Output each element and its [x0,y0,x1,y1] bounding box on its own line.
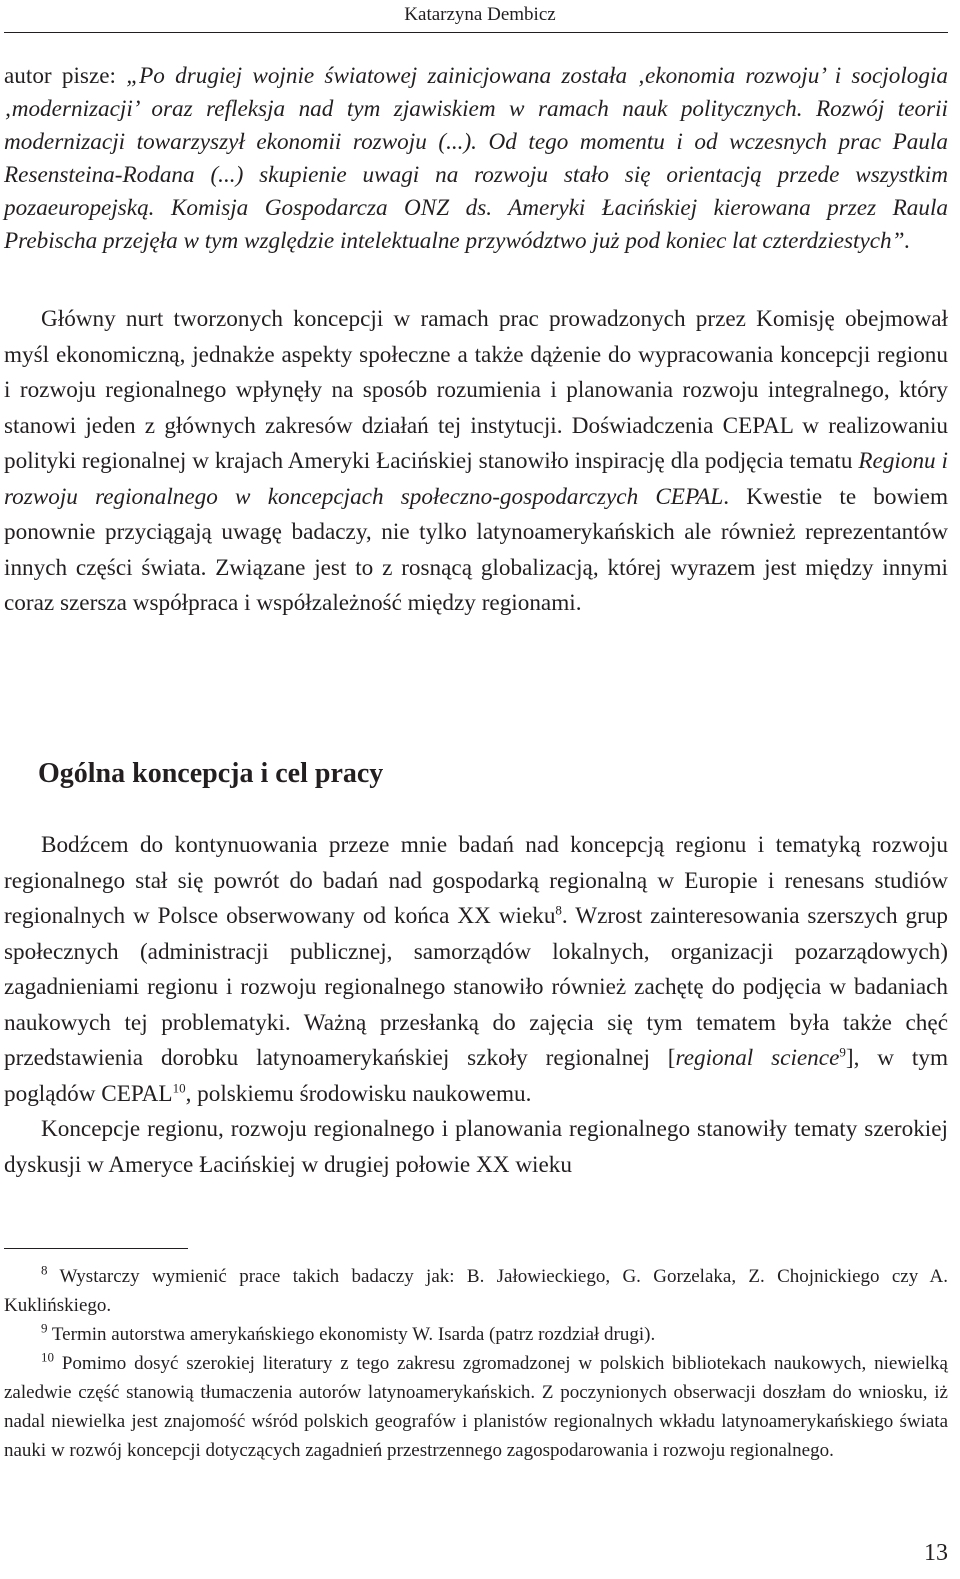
footnote-separator [4,1248,188,1249]
footnote-number: 9 [41,1320,48,1336]
footnote-text: Pomimo dosyć szerokiej literatury z tego zakresu zgromadzonej w polskich bibliotekach naukowych, niewielką zaledwie część stanowią tłumaczenia autorów latynoamerykańskich. Z poczynionych obserwacji doszłam do wniosku, iż nadal niewielka jest znajomość wśród polskich geografów i planistów regionalnych wkładu latynoamerykańskiego świata nauki w rozwój koncepcji dotyczących zagadnień przestrzennego zagospodarowania i rozwoju regionalnego. [4,1353,948,1461]
footnote-9 [4,1320,948,1349]
footnote-text: Termin autorstwa amerykańskiego ekonomisty W. Isarda (patrz rozdział drugi). [47,1324,656,1345]
foreign-term: regional science [675,1045,840,1071]
footnote-number: 10 [41,1349,54,1365]
section-heading: Ogólna koncepcja i cel pracy [38,758,384,789]
footnote-number: 8 [41,1262,48,1278]
paragraph-text: ], w tym poglądów CEPAL [4,1045,948,1107]
paragraph-text: Bodźcem do kontynuowania przeze mnie badań nad koncepcją regionu i tematyką rozwoju regionalnego stał się powrót do badań nad gospodarką regionalną w Europie i renesans studiów regionalnych w Polsce obserwowany od końca XX wieku [4,832,948,929]
footnotes [4,1262,948,1465]
paragraph-text: Główny nurt tworzonych koncepcji w ramach prac prowadzonych przez Komisję obejmował myśl ekonomiczną, jednakże aspekty społeczne a także dążenie do wypracowania koncepcji regionu i rozwoju regionalnego wpłynęły na sposób rozumienia i planowania rozwoju integralnego, który stanowi jeden z głównych zakresów działań tej instytucji. Doświadczenia CEPAL w realizowaniu polityki regionalnej w krajach Ameryki Łacińskiej stanowiło inspirację dla podjęcia tematu [4,306,948,474]
paragraph-motivation [4,828,948,1112]
paragraph-concepts [4,1112,948,1183]
quoted-passage [4,60,948,258]
paragraph-text: Koncepcje regionu, rozwoju regionalnego i planowania regionalnego stanowiły tematy szerokiej dyskusji w Ameryce Łacińskiej w drugiej połowie XX wieku [4,1116,948,1178]
quote-lead-in: autor pisze: [4,63,127,89]
header-rule [4,32,948,33]
work-title: Regionu i rozwoju regionalnego w koncepcjach społeczno-gospodarczych CEPAL [4,448,948,510]
footnote-8 [4,1262,948,1320]
paragraph-text: , polskiemu środowisku naukowemu. [185,1080,532,1107]
footnote-ref-10[interactable]: 10 [172,1079,186,1095]
footnote-text: Wystarczy wymienić prace takich badaczy jak: B. Jałowieckiego, G. Gorzelaka, Z. Chojnickiego czy A. Kuklińskiego. [4,1266,948,1316]
paragraph-text: . Wzrost zainteresowania szerszych grup społecznych (administracji publicznej, samorządów lokalnych, organizacji pozarządowych) zagadnieniami regionu i rozwoju regionalnego stanowiło również zachętę do podjęcia w badaniach naukowych tej problematyki. Ważną przesłanką do zajęcia się tym tematem była także chęć przedstawienia dorobku latynoamerykańskiej szkoły regionalnej [ [4,903,949,1071]
running-head: Katarzyna Dembicz [404,4,556,25]
section-body [4,828,948,1183]
footnote-ref-9[interactable]: 9 [839,1044,846,1060]
footnote-ref-8[interactable]: 8 [555,902,562,918]
quote-text: „Po drugiej wojnie światowej zainicjowana została ‚ekonomia rozwoju’ i socjologia ‚modernizacji’ oraz refleksja nad tym zjawiskiem w ramach nauk politycznych. Rozwój teorii modernizacji towarzyszył ekonomii rozwoju (...). Od tego momentu i od wczesnych prac Paula Resensteina-Rodana (...) skupienie uwagi na rozwoju stało się orientacją przede wszystkim pozaeuropejską. Komisja Gospodarcza ONZ ds. Ameryki Łacińskiej kierowana przez Raula Prebischa przejęła w tym względzie intelektualne przywództwo już pod koniec lat czterdziestych”. [4,63,949,254]
footnote-10 [4,1349,948,1465]
paragraph-main-current [4,302,948,622]
page-number: 13 [924,1540,948,1566]
paragraph-text: . Kwestie te bowiem ponownie przyciągają uwagę badaczy, nie tylko latynoamerykańskich ale również reprezentantów innych części świata. Związane jest to z rosnącą globalizacją, której wyrazem jest między innymi coraz szersza współpraca i współzależność między regionami. [4,483,948,616]
